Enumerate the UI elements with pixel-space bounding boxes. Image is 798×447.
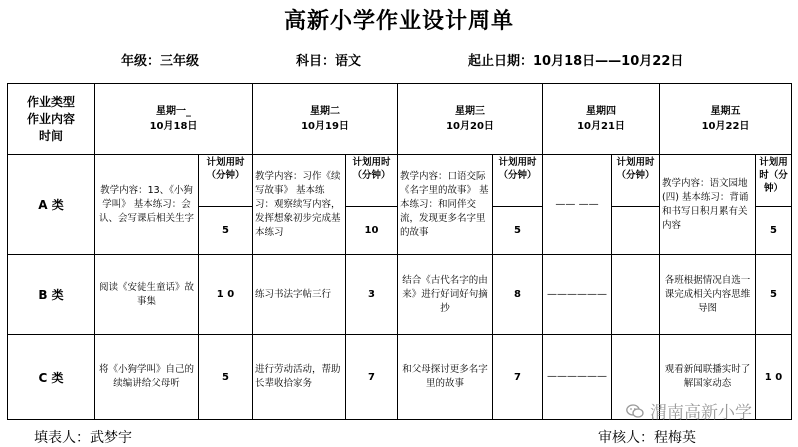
time-value (612, 255, 660, 335)
time-value: 5 (199, 207, 253, 255)
day-date: 10月20日 (446, 121, 494, 132)
content-cell: 教学内容：习作《续写故事》 基本练习：观察续写内容，发挥想象初步完成基本练习 (253, 155, 346, 255)
time-label: 计划用时（分钟） (612, 155, 660, 207)
subject-label: 科目：语文 (296, 54, 362, 69)
content-cell: 阅读《安徒生童话》故事集 (95, 255, 199, 335)
content-cell: —————— (543, 335, 612, 420)
content-cell: 和父母探讨更多名字里的故事 (398, 335, 493, 420)
content-cell: 进行劳动活动，帮助长辈收拾家务 (253, 335, 346, 420)
day-header-tuesday (253, 84, 398, 155)
content-cell: —— —— (543, 155, 612, 255)
content-cell: 各班根据情况自选一课完成相关内容思维导图 (660, 255, 756, 335)
time-value: 7 (493, 335, 543, 420)
time-value: 7 (346, 335, 398, 420)
watermark (626, 398, 752, 423)
time-value: 5 (756, 255, 792, 335)
time-value: 8 (493, 255, 543, 335)
reviewer-label: 审核人：程梅英 (598, 430, 696, 446)
time-label: 计划用时（分钟） (493, 155, 543, 207)
date-range-label: 起止日期：10月18日——10月22日 (468, 54, 684, 69)
table-row-a (8, 155, 792, 207)
category-b: B 类 (8, 255, 95, 335)
corner-line-content: 作业内容 (26, 111, 75, 126)
filler-label: 填表人：武梦宇 (34, 430, 132, 446)
day-name: 星期五 (710, 106, 741, 117)
content-cell: 将《小狗学叫》自己的续编讲给父母听 (95, 335, 199, 420)
day-date: 10月21日 (577, 121, 625, 132)
day-name: 星期一_ (156, 106, 191, 117)
category-a: A 类 (8, 155, 95, 255)
time-value: 5 (756, 207, 792, 255)
time-label: 计划用时（分钟） (199, 155, 253, 207)
table-row-b (8, 255, 792, 335)
time-value: 5 (199, 335, 253, 420)
category-c: C 类 (8, 335, 95, 420)
time-value: 5 (493, 207, 543, 255)
day-date: 10月22日 (701, 121, 750, 132)
time-value: 1 0 (199, 255, 253, 335)
content-cell: 观看新闻联播实时了解国家动态 (660, 335, 756, 420)
day-header-monday (95, 84, 253, 155)
corner-line-type: 作业类型 (26, 94, 75, 109)
wechat-icon (626, 404, 644, 418)
homework-table (7, 83, 792, 420)
time-value: 10 (346, 207, 398, 255)
grade-label: 年级：三年级 (121, 54, 200, 69)
content-cell: 教学内容：13、《小狗学叫》 基本练习：会认、会写课后相关生字 (95, 155, 199, 255)
day-name: 星期二 (310, 106, 340, 117)
day-header-thursday (543, 84, 660, 155)
day-name: 星期四 (586, 106, 616, 117)
header-row (8, 84, 792, 155)
corner-header (8, 84, 95, 155)
day-date: 10月18日 (149, 121, 198, 132)
page-title: 高新小学作业设计周单 (283, 8, 514, 34)
day-date: 10月19日 (301, 121, 349, 132)
time-label: 计划用时（分钟） (756, 155, 792, 207)
content-cell: 教学内容：语文园地(四) 基本练习：背诵和书写日积月累有关内容 (660, 155, 756, 255)
content-cell: —————— (543, 255, 612, 335)
content-cell: 练习书法字帖三行 (253, 255, 346, 335)
day-header-friday (660, 84, 792, 155)
watermark-text: 渭南高新小学 (650, 403, 752, 423)
corner-line-time: 时间 (38, 128, 63, 143)
day-name: 星期三 (455, 106, 485, 117)
content-cell: 结合《古代名字的由来》进行好词好句摘抄 (398, 255, 493, 335)
day-header-wednesday (398, 84, 543, 155)
content-cell: 教学内容：口语交际《名字里的故事》 基本练习：和同伴交流，发现更多名字里的故事 (398, 155, 493, 255)
time-value: 1 0 (756, 335, 792, 420)
time-value: 3 (346, 255, 398, 335)
time-label: 计划用时（分钟） (346, 155, 398, 207)
time-value (612, 207, 660, 255)
